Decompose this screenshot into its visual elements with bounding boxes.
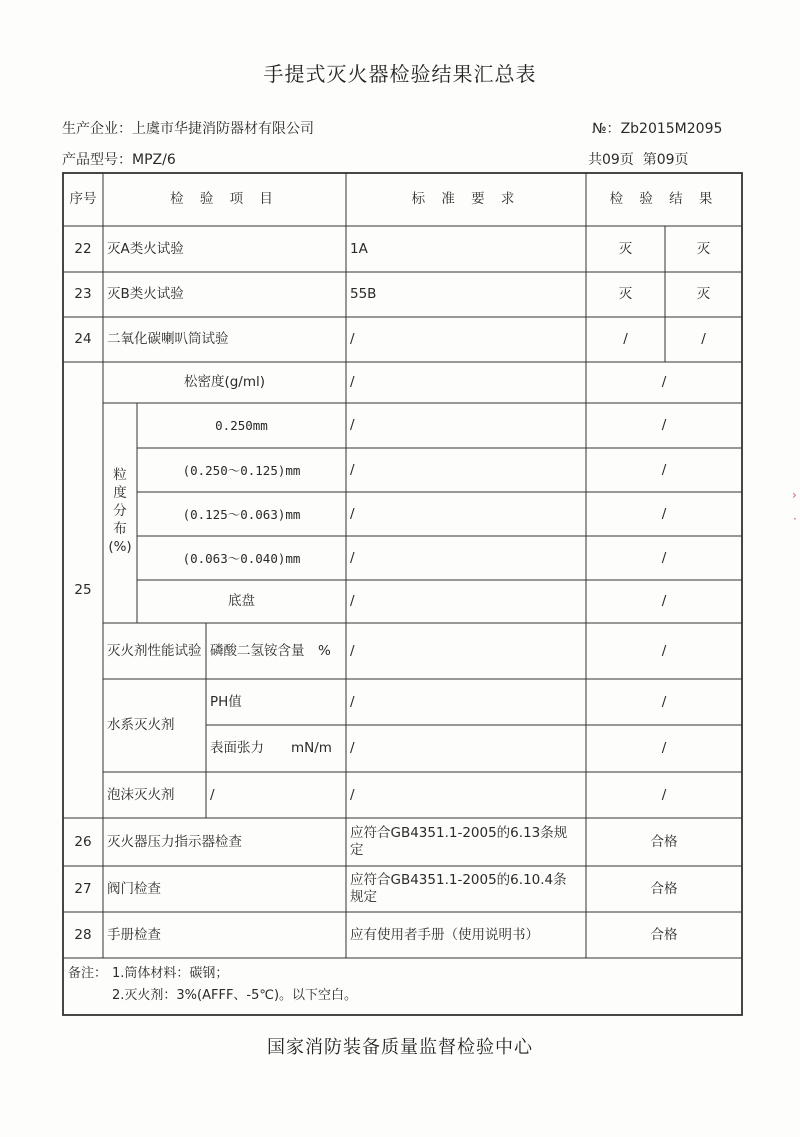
bulk-density-standard: / <box>350 374 355 390</box>
header-item: 检 验 项 目 <box>170 191 279 207</box>
agent-performance-result: / <box>661 642 667 659</box>
model-label: 产品型号： <box>62 152 132 168</box>
foam-agent-label: 泡沫灭火剂 <box>107 786 175 803</box>
row24-result-1: / <box>623 331 628 347</box>
granularity-result: / <box>661 593 667 609</box>
remark-line-1: 1.筒体材料：碳钢； <box>112 966 229 981</box>
surface-tension-standard: / <box>350 740 355 756</box>
remark-line-2: 2.灭火剂：3%(AFFF、-5℃)。以下空白。 <box>112 988 358 1003</box>
report-number-label: №： <box>592 121 621 137</box>
row23-standard: 55B <box>350 286 377 302</box>
row27-item: 阀门检查 <box>107 880 161 897</box>
row24-result-2: / <box>701 331 706 347</box>
row23-result-1: 灭 <box>618 286 633 302</box>
company-label: 生产企业： <box>62 121 132 137</box>
row24-seq: 24 <box>74 331 92 347</box>
granularity-label: 粒度分布(%) <box>108 467 132 555</box>
granularity-range: 0.250mm <box>215 418 268 433</box>
row22-standard: 1A <box>350 240 368 257</box>
row27-standard: 应符合GB4351.1-2005的6.10.4条规定 <box>350 872 567 905</box>
granularity-range: (0.125～0.063)mm <box>182 506 301 522</box>
ph-value-standard: / <box>350 693 355 710</box>
bulk-density-item: 松密度(g/ml) <box>183 374 266 390</box>
foam-agent-result: / <box>661 786 667 803</box>
foam-agent-standard: / <box>350 786 355 803</box>
row23-result-2: 灭 <box>696 286 711 302</box>
granularity-range: (0.063～0.040)mm <box>182 550 301 566</box>
agent-performance-sub: 磷酸二氢铵含量 % <box>210 642 331 659</box>
header-result: 检 验 结 果 <box>609 191 719 207</box>
row23-seq: 23 <box>74 286 92 302</box>
row24-standard: / <box>350 331 355 347</box>
granularity-standard: / <box>350 505 355 522</box>
edge-mark: › <box>792 488 797 502</box>
row27-result: 合格 <box>650 880 678 897</box>
row22-result-1: 灭 <box>618 240 633 257</box>
row28-seq: 28 <box>74 926 92 943</box>
granularity-range: 底盘 <box>228 593 255 609</box>
issuing-organization: 国家消防装备质量监督检验中心 <box>267 1037 533 1058</box>
granularity-standard: / <box>350 461 355 478</box>
bulk-density-result: / <box>661 374 667 390</box>
granularity-result: / <box>661 417 667 433</box>
model-value: MPZ/6 <box>132 152 176 168</box>
ph-value-sub: PH值 <box>210 693 242 710</box>
edge-mark: · <box>793 512 797 526</box>
row22-item: 灭A类火试验 <box>107 240 184 257</box>
granularity-standard: / <box>350 417 355 433</box>
report-number-value: Zb2015M2095 <box>620 121 723 137</box>
header-standard: 标 准 要 求 <box>411 191 521 207</box>
surface-tension-result: / <box>661 740 667 756</box>
foam-agent-sub: / <box>210 786 215 803</box>
row22-result-2: 灭 <box>696 240 711 257</box>
row27-seq: 27 <box>74 880 92 897</box>
row26-result: 合格 <box>650 833 678 850</box>
row24-item: 二氧化碳喇叭筒试验 <box>107 331 229 347</box>
granularity-result: / <box>661 549 667 566</box>
row26-seq: 26 <box>74 833 92 850</box>
agent-performance-standard: / <box>350 642 355 659</box>
granularity-range: (0.250～0.125)mm <box>182 462 301 478</box>
granularity-standard: / <box>350 593 355 609</box>
row22-seq: 22 <box>74 240 92 257</box>
ph-value-result: / <box>661 693 667 710</box>
remarks-label: 备注： <box>68 966 108 981</box>
row26-item: 灭火器压力指示器检查 <box>107 833 242 850</box>
page-current: 第09页 <box>642 152 689 168</box>
row28-standard: 应有使用者手册（使用说明书） <box>350 926 539 943</box>
water-agent-label: 水系灭火剂 <box>107 717 175 733</box>
company-name: 上虞市华捷消防器材有限公司 <box>132 121 314 137</box>
document-title: 手提式灭火器检验结果汇总表 <box>263 62 537 86</box>
header-seq: 序号 <box>69 191 97 207</box>
surface-tension-sub: 表面张力 mN/m <box>210 740 332 756</box>
row25-seq: 25 <box>74 581 92 598</box>
row26-standard: 应符合GB4351.1-2005的6.13条规定 <box>350 825 568 858</box>
row28-item: 手册检查 <box>107 926 161 943</box>
pages-total: 共09页 <box>588 152 634 168</box>
row23-item: 灭B类火试验 <box>107 286 184 302</box>
granularity-result: / <box>661 461 667 478</box>
row28-result: 合格 <box>650 926 678 943</box>
granularity-standard: / <box>350 549 355 566</box>
agent-performance-label: 灭火剂性能试验 <box>107 642 202 659</box>
granularity-result: / <box>661 505 667 522</box>
